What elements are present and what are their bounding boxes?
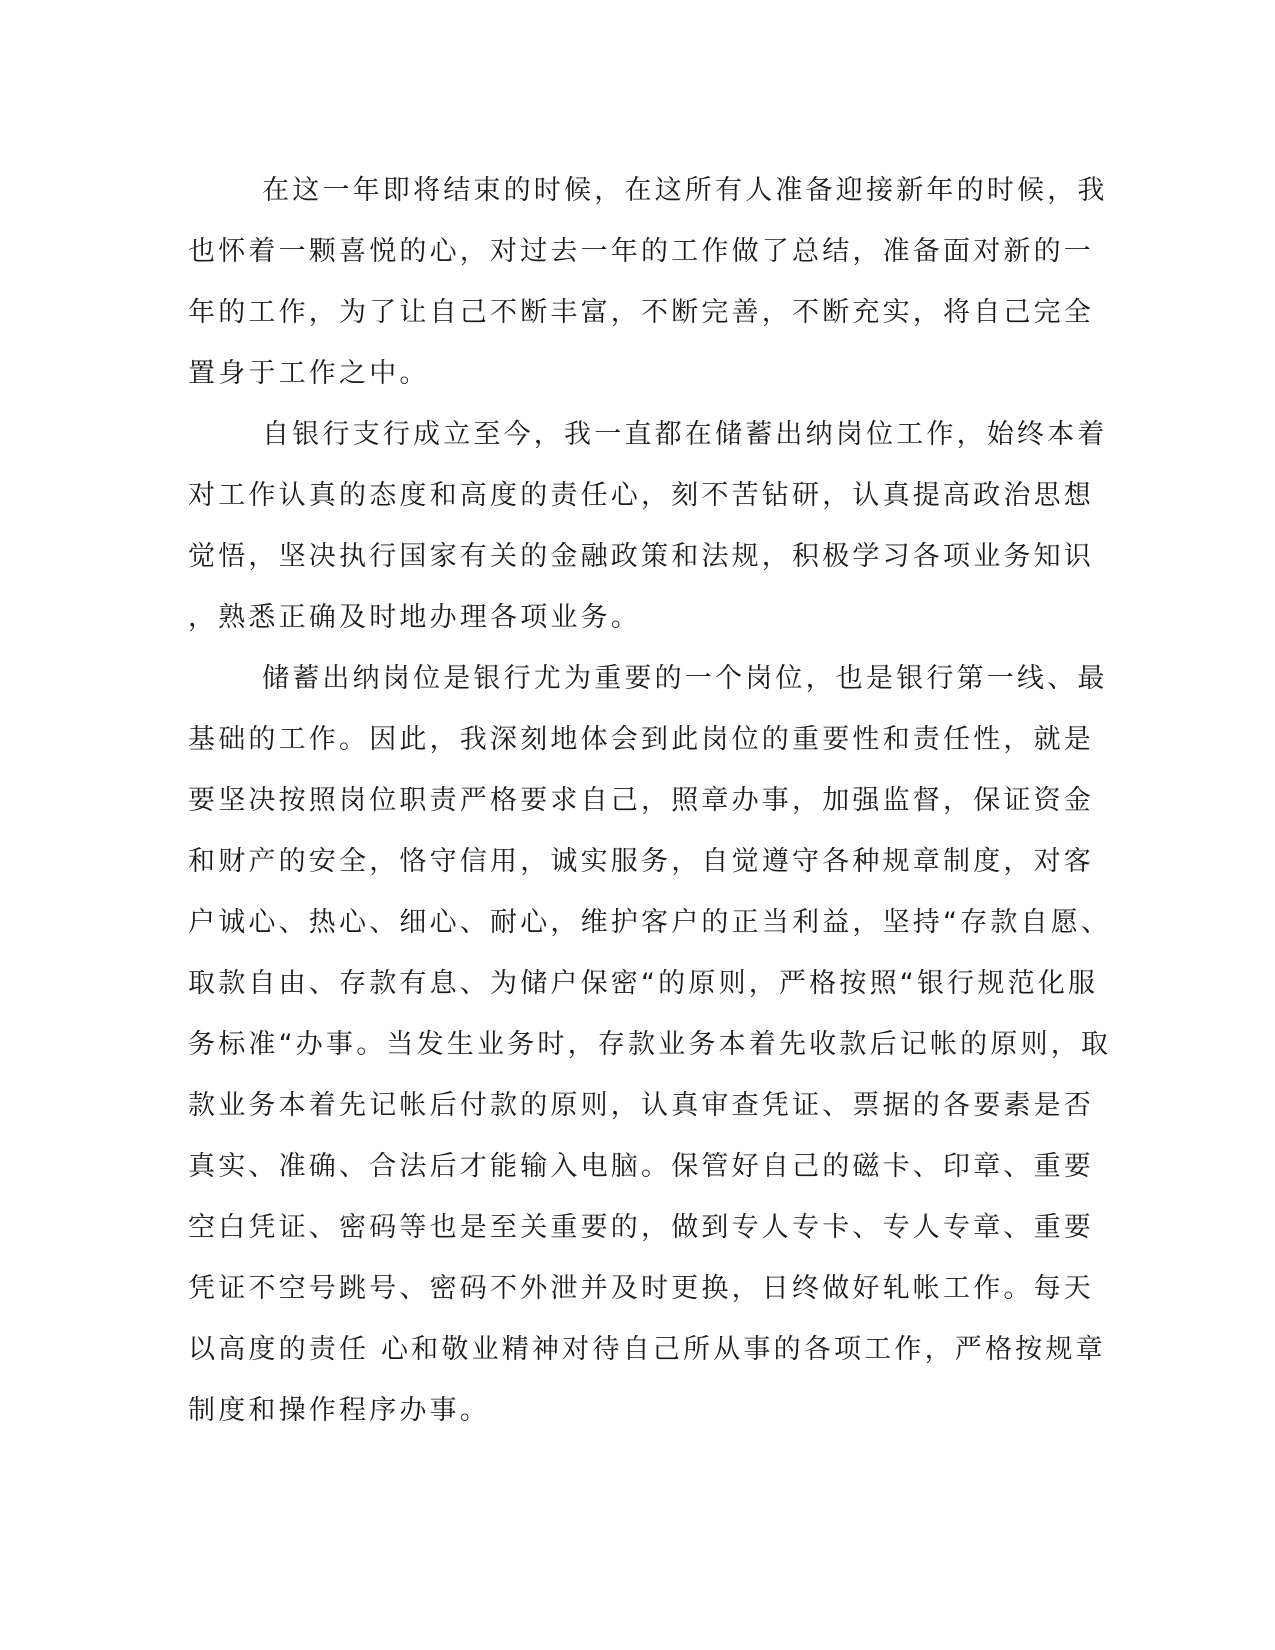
- paragraph-line: 基础的工作。因此，我深刻地体会到此岗位的重要性和责任性，就是: [188, 724, 1094, 755]
- paragraph-3: [188, 648, 1112, 1441]
- document-body: [188, 160, 1112, 1441]
- paragraph-1: [188, 160, 1108, 404]
- paragraph-line: ，熟悉正确及时地办理各项业务。: [188, 602, 641, 633]
- paragraph-line: 在这一年即将结束的时候，在这所有人准备迎接新年的时候，我: [262, 175, 1108, 206]
- paragraph-line: 凭证不空号跳号、密码不外泄并及时更换，日终做好轧帐工作。每天: [188, 1273, 1094, 1304]
- paragraph-line: 对工作认真的态度和高度的责任心，刻不苦钻研，认真提高政治思想: [188, 480, 1094, 511]
- paragraph-line: 款业务本着先记帐后付款的原则，认真审查凭证、票据的各要素是否: [188, 1090, 1094, 1121]
- paragraph-2: [188, 404, 1108, 648]
- paragraph-line: 制度和操作程序办事。: [188, 1395, 490, 1426]
- paragraph-line: 觉悟，坚决执行国家有关的金融政策和法规，积极学习各项业务知识: [188, 541, 1094, 572]
- paragraph-line: 以高度的责任 心和敬业精神对待自己所从事的各项工作，严格按规章: [188, 1334, 1106, 1365]
- paragraph-line: 要坚决按照岗位职责严格要求自己，照章办事，加强监督，保证资金: [188, 785, 1094, 816]
- paragraph-line: 储蓄出纳岗位是银行尤为重要的一个岗位，也是银行第一线、最: [262, 663, 1108, 694]
- paragraph-line: 置身于工作之中。: [188, 358, 430, 389]
- paragraph-line: 空白凭证、密码等也是至关重要的，做到专人专卡、专人专章、重要: [188, 1212, 1094, 1243]
- paragraph-line: 取款自由、存款有息、为储户保密“的原则，严格按照“银行规范化服: [188, 968, 1099, 999]
- paragraph-line: 也怀着一颗喜悦的心，对过去一年的工作做了总结，准备面对新的一: [188, 236, 1094, 267]
- paragraph-line: 和财产的安全，恪守信用，诚实服务，自觉遵守各种规章制度，对客: [188, 846, 1094, 877]
- paragraph-line: 真实、准确、合法后才能输入电脑。保管好自己的磁卡、印章、重要: [188, 1151, 1094, 1182]
- paragraph-line: 年的工作，为了让自己不断丰富，不断完善，不断充实，将自己完全: [188, 297, 1094, 328]
- paragraph-line: 务标准“办事。当发生业务时，存款业务本着先收款后记帐的原则，取: [188, 1029, 1112, 1060]
- paragraph-line: 户诚心、热心、细心、耐心，维护客户的正当利益，坚持“存款自愿、: [188, 907, 1112, 938]
- paragraph-line: 自银行支行成立至今，我一直都在储蓄出纳岗位工作，始终本着: [262, 419, 1108, 450]
